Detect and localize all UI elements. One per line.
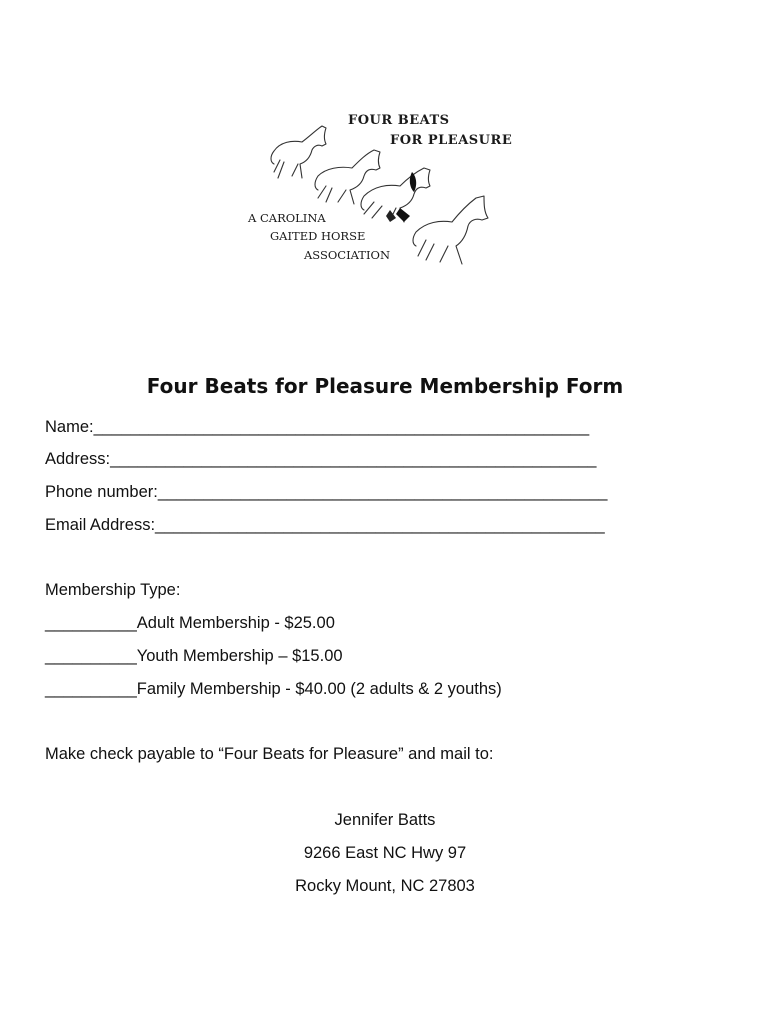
form-title: Four Beats for Pleasure Membership Form <box>146 374 624 398</box>
name-field[interactable] <box>45 417 589 437</box>
membership-type-heading: Membership Type: <box>45 581 181 599</box>
membership-option-youth[interactable] <box>45 646 343 666</box>
association-logo <box>240 106 530 276</box>
mail-to-name: Jennifer Batts <box>334 811 436 829</box>
address-field[interactable] <box>45 449 596 469</box>
phone-label: Phone number: <box>45 483 158 501</box>
name-blank-line[interactable]: ______________________________________________________ <box>93 418 590 436</box>
logo-title-line2: FOR PLEASURE <box>390 133 513 148</box>
email-label: Email Address: <box>45 516 156 534</box>
horses-logo-graphic <box>240 106 530 276</box>
youth-checkbox-blank[interactable]: __________ <box>45 647 137 665</box>
youth-option-label: Youth Membership – $15.00 <box>136 647 343 665</box>
email-field[interactable] <box>45 515 605 535</box>
name-label: Name: <box>45 418 94 436</box>
logo-title-line1: FOUR BEATS <box>348 113 450 128</box>
payment-instruction: Make check payable to “Four Beats for Pleasure” and mail to: <box>45 745 494 763</box>
membership-option-adult[interactable] <box>45 613 335 633</box>
logo-subtitle-line2: GAITED HORSE <box>270 229 366 243</box>
adult-checkbox-blank[interactable]: __________ <box>45 614 137 632</box>
family-option-label: Family Membership - $40.00 (2 adults & 2 youths) <box>136 680 502 698</box>
logo-subtitle-line1: A CAROLINA <box>248 211 326 225</box>
mail-to-city: Rocky Mount, NC 27803 <box>295 877 475 895</box>
phone-blank-line[interactable]: _________________________________________________ <box>157 483 608 501</box>
address-blank-line[interactable]: _____________________________________________________ <box>110 450 597 468</box>
logo-subtitle-line3: ASSOCIATION <box>304 248 391 262</box>
phone-field[interactable] <box>45 482 607 502</box>
address-label: Address: <box>45 450 111 468</box>
email-blank-line[interactable]: _________________________________________________ <box>155 516 605 534</box>
mail-to-street: 9266 East NC Hwy 97 <box>303 844 467 862</box>
adult-option-label: Adult Membership - $25.00 <box>136 614 335 632</box>
family-checkbox-blank[interactable]: __________ <box>45 680 137 698</box>
membership-option-family[interactable] <box>45 679 502 699</box>
